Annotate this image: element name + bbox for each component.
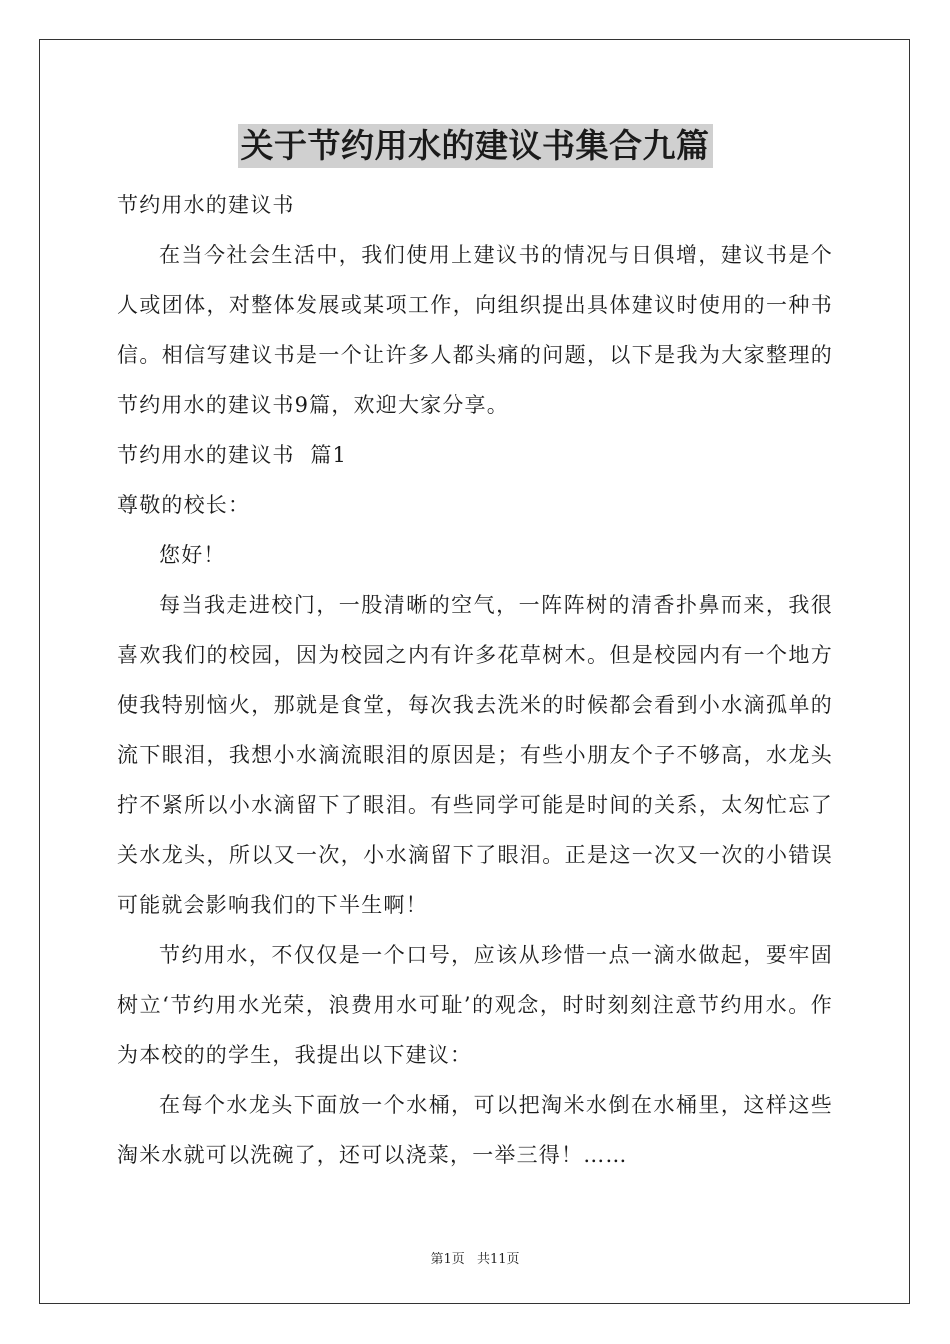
- greeting: 您好！: [159, 543, 226, 567]
- body-paragraph: 在每个水龙头下面放一个水桶，可以把淘米水倒在水桶里，这样这些淘米水就可以洗碗了，还可以浇菜，一举三得！……: [117, 1093, 833, 1167]
- title-container: [0, 124, 950, 168]
- body-paragraph: 每当我走进校门，一股清晰的空气，一阵阵树的清香扑鼻而来，我很喜欢我们的校园，因为校园之内有许多花草树木。但是校园内有一个地方使我特别恼火，那就是食堂，每次我去洗米的时候都会看到小水滴孤单的流下眼泪，我想小水滴流眼泪的原因是；有些小朋友个子不够高，水龙头拧不紧所以小水滴留下了眼泪。有些同学可能是时间的关系，太匆忙忘了关水龙头，所以又一次，小水滴留下了眼泪。正是这一次又一次的小错误可能就会影响我们的下半生啊！: [117, 593, 833, 917]
- total-pages: 共11页: [476, 1252, 520, 1267]
- page-number: 第1页: [430, 1252, 465, 1267]
- section-heading: 节约用水的建议书 篇1: [117, 443, 348, 467]
- document-body: [117, 180, 833, 1180]
- document-title: 关于节约用水的建议书集合九篇: [238, 124, 713, 168]
- body-paragraph: 节约用水，不仅仅是一个口号，应该从珍惜一点一滴水做起，要牢固树立‘节约用水光荣，浪费用水可耻’的观念，时时刻刻注意节约用水。作为本校的的学生，我提出以下建议：: [117, 943, 833, 1067]
- page-footer: [0, 1248, 950, 1267]
- subtitle: 节约用水的建议书: [117, 193, 295, 217]
- intro-paragraph: 在当今社会生活中，我们使用上建议书的情况与日俱增，建议书是个人或团体，对整体发展或某项工作，向组织提出具体建议时使用的一种书信。相信写建议书是一个让许多人都头痛的问题，以下是我为大家整理的节约用水的建议书9篇，欢迎大家分享。: [117, 243, 833, 417]
- salutation: 尊敬的校长：: [117, 493, 251, 517]
